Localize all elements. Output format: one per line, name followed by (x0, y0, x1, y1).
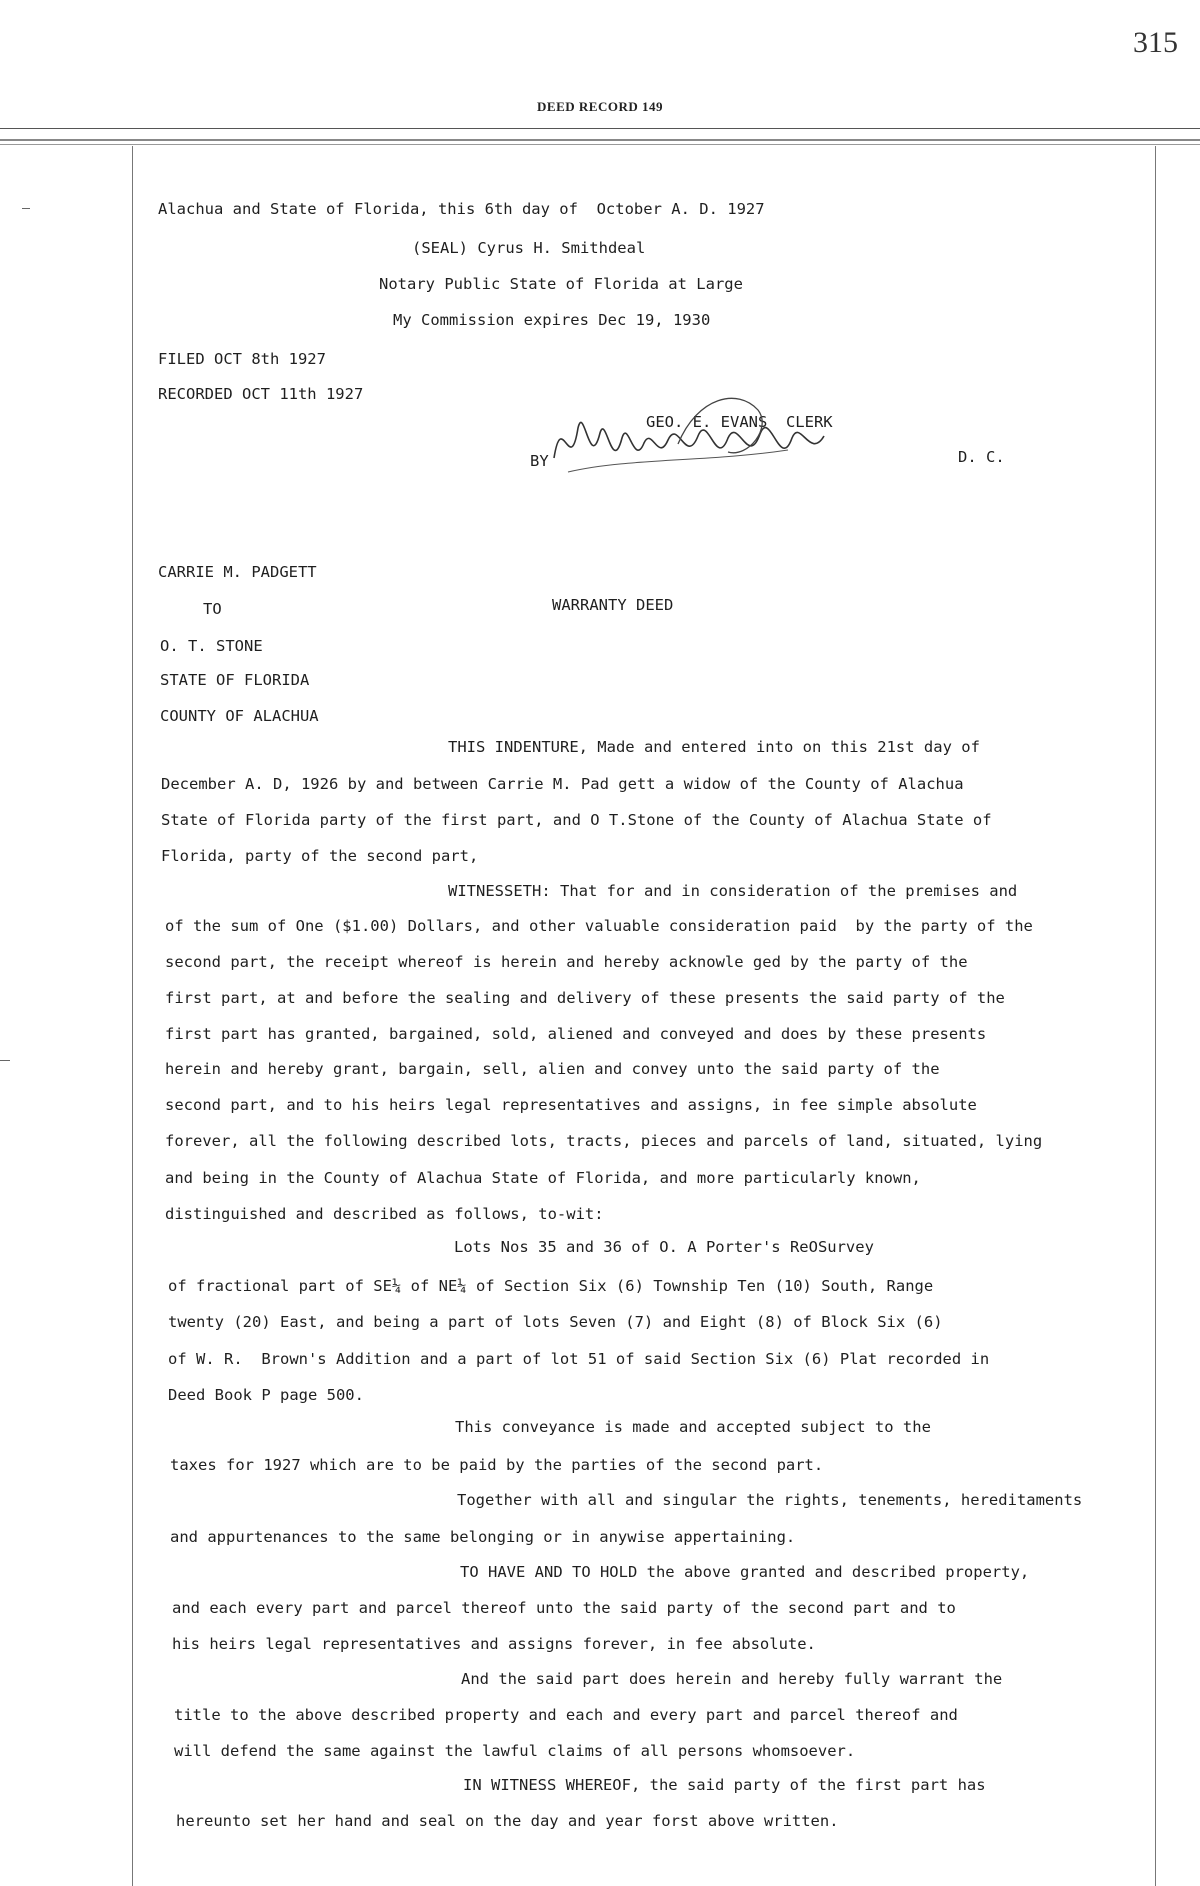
body-line: and being in the County of Alachua State of Florida, and more particularly known, (165, 1169, 921, 1187)
document-title: WARRANTY DEED (552, 596, 674, 614)
right-margin-rule (1155, 146, 1156, 1886)
body-line: his heirs legal representatives and assigns forever, in fee absolute. (172, 1635, 816, 1653)
legal-description-line: twenty (20) East, and being a part of lots Seven (7) and Eight (8) of Block Six (6) (168, 1313, 943, 1331)
header-rule-double (0, 139, 1200, 141)
body-line: IN WITNESS WHEREOF, the said party of the first part has (463, 1776, 986, 1794)
body-line: THIS INDENTURE, Made and entered into on this 21st day of (448, 738, 980, 756)
legal-description-line: Deed Book P page 500. (168, 1386, 364, 1404)
body-line: Together with all and singular the rights, tenements, hereditaments (457, 1491, 1083, 1509)
seal-line: (SEAL) Cyrus H. Smithdeal (412, 239, 646, 257)
clerk-line: GEO. E. EVANS CLERK (646, 413, 833, 431)
body-line: second part, and to his heirs legal representatives and assigns, in fee simple absolute (165, 1096, 977, 1114)
header-rule-thin (0, 144, 1200, 145)
body-line: December A. D, 1926 by and between Carrie M. Pad gett a widow of the County of Alachua (161, 775, 964, 793)
legal-description-line: Lots Nos 35 and 36 of O. A Porter's ReOSurvey (454, 1238, 874, 1256)
recorded-line: RECORDED OCT 11th 1927 (158, 385, 364, 403)
by-label: BY (530, 452, 549, 470)
notary-line: Notary Public State of Florida at Large (379, 275, 743, 293)
deputy-clerk-label: D. C. (958, 448, 1005, 466)
body-line: of the sum of One ($1.00) Dollars, and other valuable consideration paid by the party of the (165, 917, 1033, 935)
legal-description-line: of W. R. Brown's Addition and a part of lot 51 of said Section Six (6) Plat recorded in (168, 1350, 990, 1368)
body-line: TO HAVE AND TO HOLD the above granted and described property, (460, 1563, 1030, 1581)
body-line: This conveyance is made and accepted subject to the (455, 1418, 931, 1436)
grantor-name: CARRIE M. PADGETT (158, 563, 317, 581)
grantee-name: O. T. STONE (160, 637, 263, 655)
body-line: forever, all the following described lots, tracts, pieces and parcels of land, situated, lying (165, 1132, 1043, 1150)
margin-mark (0, 1060, 10, 1061)
body-line: And the said part does herein and hereby fully warrant the (461, 1670, 1003, 1688)
body-line: Florida, party of the second part, (161, 847, 479, 865)
margin-mark (22, 208, 30, 209)
book-header: DEED RECORD 149 (537, 99, 663, 114)
body-line: State of Florida party of the first part, and O T.Stone of the County of Alachua State of (161, 811, 992, 829)
body-line: hereunto set her hand and seal on the day and year forst above written. (176, 1812, 839, 1830)
county-line: COUNTY OF ALACHUA (160, 707, 319, 725)
body-line: distinguished and described as follows, to-wit: (165, 1205, 604, 1223)
body-line: title to the above described property and each and every part and parcel thereof and (174, 1706, 958, 1724)
body-line: taxes for 1927 which are to be paid by the parties of the second part. (170, 1456, 824, 1474)
header-rule (0, 128, 1200, 129)
body-line: and appurtenances to the same belonging or in anywise appertaining. (170, 1528, 796, 1546)
commission-line: My Commission expires Dec 19, 1930 (393, 311, 711, 329)
body-line: and each every part and parcel thereof unto the said party of the second part and to (172, 1599, 956, 1617)
clerk-signature (548, 388, 848, 498)
filed-line: FILED OCT 8th 1927 (158, 350, 326, 368)
body-line: first part has granted, bargained, sold, aliened and conveyed and does by these presents (165, 1025, 987, 1043)
body-line: second part, the receipt whereof is herein and hereby acknowle ged by the party of the (165, 953, 968, 971)
body-line: WITNESSETH: That for and in consideration of the premises and (448, 882, 1018, 900)
page-number: 315 (1133, 26, 1178, 59)
certificate-line: Alachua and State of Florida, this 6th day of October A. D. 1927 (158, 200, 765, 218)
to-label: TO (203, 600, 222, 618)
body-line: herein and hereby grant, bargain, sell, alien and convey unto the said party of the (165, 1060, 940, 1078)
state-line: STATE OF FLORIDA (160, 671, 310, 689)
body-line: will defend the same against the lawful claims of all persons whomsoever. (174, 1742, 856, 1760)
left-margin-rule (132, 146, 133, 1886)
body-line: first part, at and before the sealing and delivery of these presents the said party of the (165, 989, 1005, 1007)
legal-description-line: of fractional part of SE¼ of NE¼ of Section Six (6) Township Ten (10) South, Range (168, 1277, 934, 1295)
